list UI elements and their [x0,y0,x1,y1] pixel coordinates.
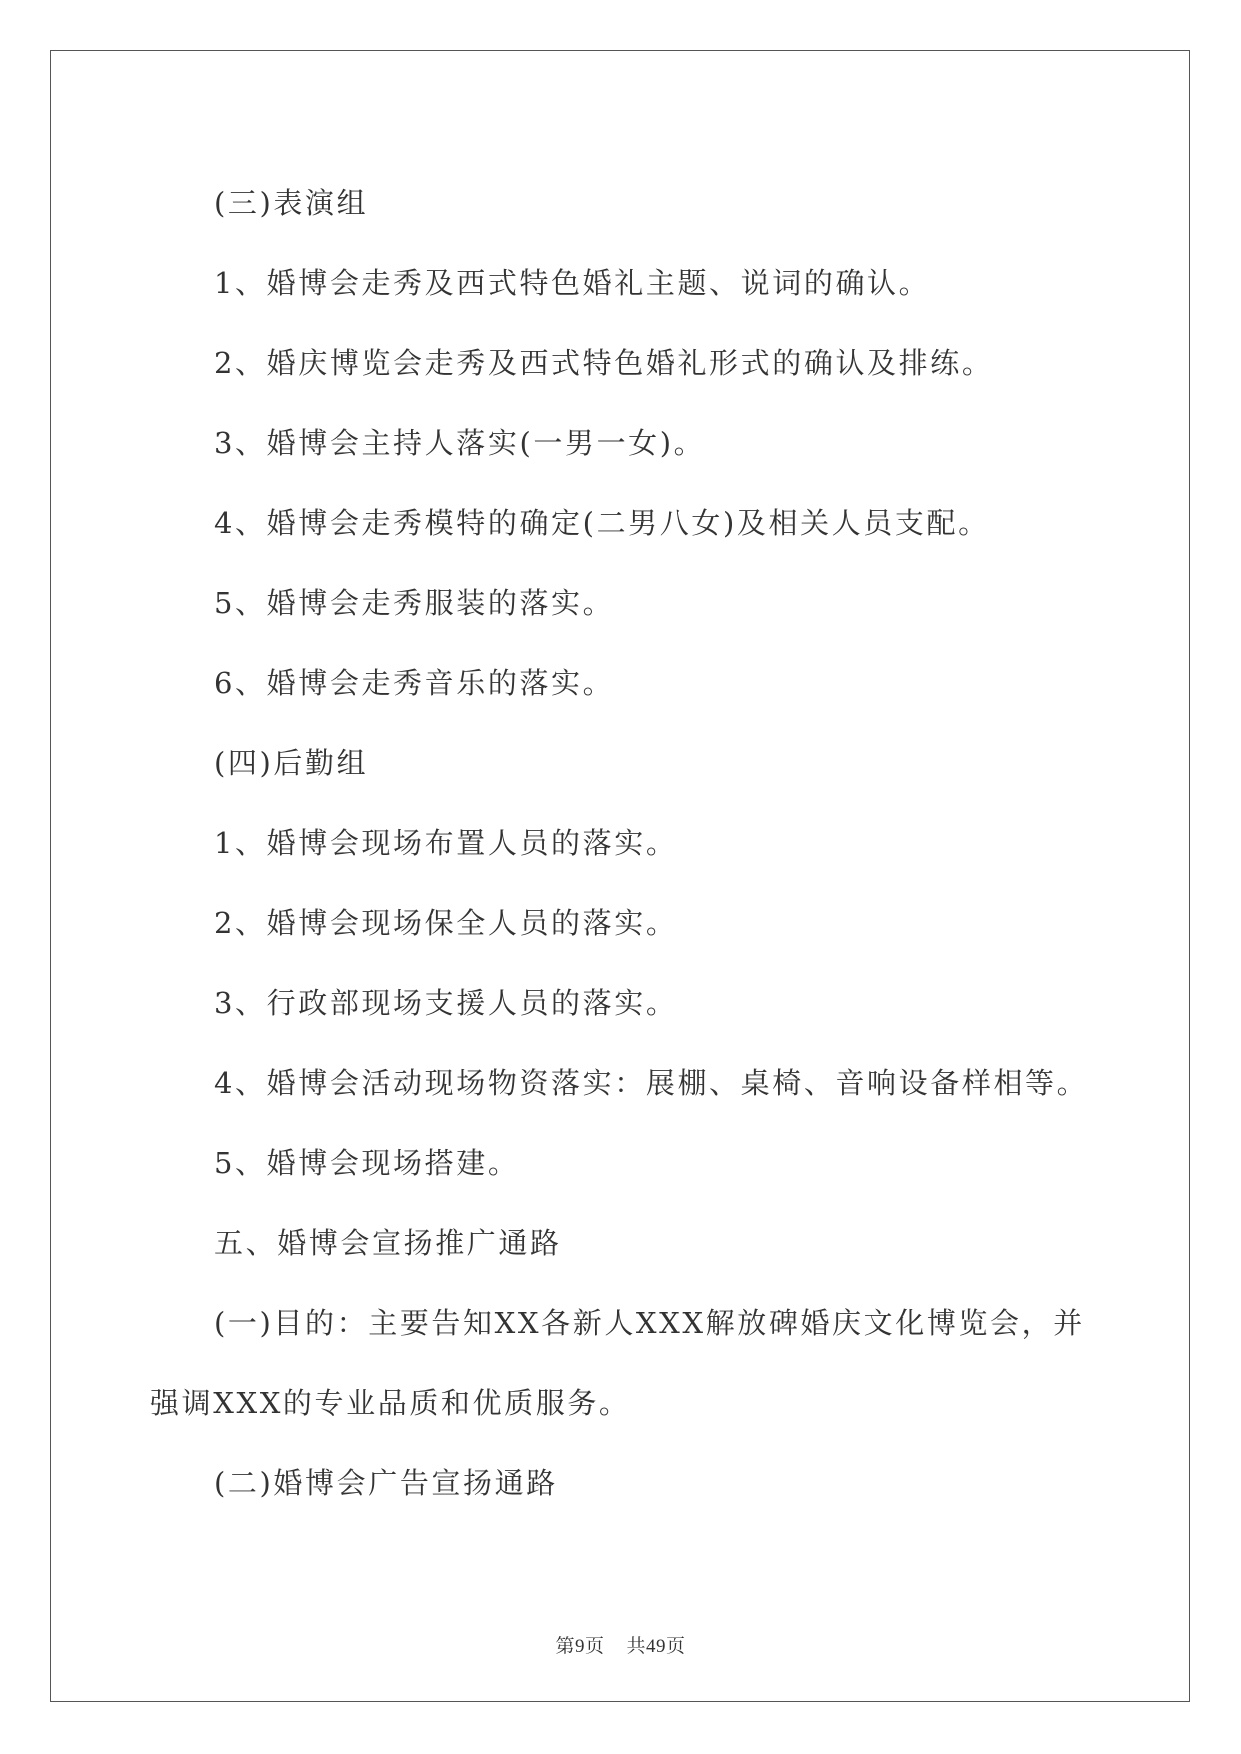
list-item: 6、婚博会走秀音乐的落实。 [214,666,615,700]
document-body [150,163,1090,1523]
total-pages-number: 49 [646,1636,667,1657]
page-number-suffix: 页 [584,1636,605,1657]
list-item: 3、行政部现场支援人员的落实。 [214,986,678,1020]
list-item: 5、婚博会走秀服装的落实。 [214,586,615,620]
section-heading: 五、婚博会宣扬推广通路 [214,1226,562,1260]
list-item: 4、婚博会活动现场物资落实：展棚、桌椅、音响设备样相等。 [214,1066,1089,1100]
page-number-prefix: 第 [555,1636,575,1657]
list-item: 1、婚博会现场布置人员的落实。 [214,826,678,860]
list-item: 2、婚博会现场保全人员的落实。 [214,906,678,940]
list-item: 5、婚博会现场搭建。 [214,1146,520,1180]
body-paragraph: (一)目的：主要告知XX各新人XXX解放碑婚庆文化博览会，并强调XXX的专业品质和优质服务。 [150,1306,1085,1420]
total-pages-suffix: 页 [666,1636,686,1657]
section-heading: (二)婚博会广告宣扬通路 [214,1466,558,1500]
page-footer [0,1631,1241,1658]
total-pages-prefix: 共 [626,1636,647,1657]
list-item: 3、婚博会主持人落实(一男一女)。 [214,426,706,460]
list-item: 2、婚庆博览会走秀及西式特色婚礼形式的确认及排练。 [214,346,994,380]
section-heading: (四)后勤组 [214,746,369,780]
current-page-number: 9 [574,1636,585,1657]
list-item: 4、婚博会走秀模特的确定(二男八女)及相关人员支配。 [214,506,990,540]
list-item: 1、婚博会走秀及西式特色婚礼主题、说词的确认。 [214,266,931,300]
section-heading: (三)表演组 [214,186,369,220]
